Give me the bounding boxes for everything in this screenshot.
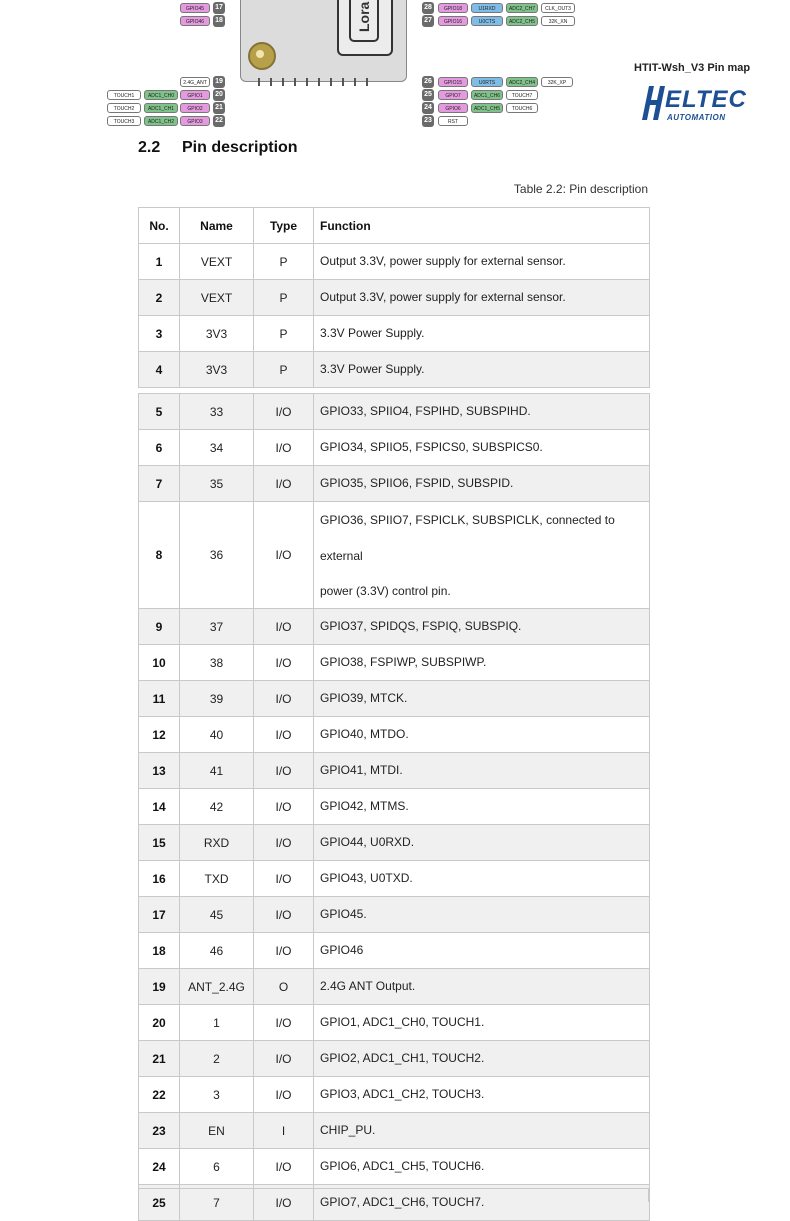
cell-function <box>314 1113 650 1149</box>
function-text: GPIO39, MTCK. <box>320 691 408 705</box>
cell-no: 15 <box>139 825 180 861</box>
cell-function <box>314 609 650 645</box>
pin-label-uart: U0CTS <box>471 16 503 26</box>
cell-type: I/O <box>254 645 314 681</box>
pin-number: 19 <box>213 76 225 88</box>
table-row <box>139 1077 650 1113</box>
function-text: GPIO2, ADC1_CH1, TOUCH2. <box>320 1051 485 1065</box>
function-text: GPIO43, U0TXD. <box>320 871 413 885</box>
cell-no: 1 <box>139 244 180 280</box>
function-text: GPIO41, MTDI. <box>320 763 403 777</box>
table-row <box>139 466 650 502</box>
cell-function <box>314 1077 650 1113</box>
table-row <box>139 645 650 681</box>
cell-name: 46 <box>180 933 254 969</box>
cell-type: I <box>254 1113 314 1149</box>
pin-label-gpio: GPIO45 <box>180 3 210 13</box>
table-row <box>139 1149 650 1185</box>
pin-label-adc: ADC1_CH1 <box>144 103 178 113</box>
cell-no: 23 <box>139 1113 180 1149</box>
function-text: GPIO45. <box>320 907 367 921</box>
pin-label-rst: RST <box>438 116 468 126</box>
pin-label-touch: TOUCH7 <box>506 90 538 100</box>
pin-label-gpio: GPIO6 <box>438 103 468 113</box>
table-row <box>139 1113 650 1149</box>
pin-label-extra: 32K_XP <box>541 77 573 87</box>
cell-function <box>314 753 650 789</box>
cell-type: P <box>254 244 314 280</box>
pin-number: 28 <box>422 2 434 14</box>
header-name: Name <box>180 208 254 244</box>
cell-name: 42 <box>180 789 254 825</box>
function-text: 3.3V Power Supply. <box>320 326 425 340</box>
table-header-row <box>139 208 650 244</box>
function-text: Output 3.3V, power supply for external sensor. <box>320 254 566 268</box>
pin-label-adc: ADC2_CH5 <box>506 16 538 26</box>
cell-function <box>314 1005 650 1041</box>
pin-number: 26 <box>422 76 434 88</box>
cell-type: P <box>254 352 314 388</box>
table-row <box>139 681 650 717</box>
cell-type: P <box>254 316 314 352</box>
table-row <box>139 280 650 316</box>
cell-name: 3V3 <box>180 316 254 352</box>
pin-label-gpio: GPIO16 <box>438 16 468 26</box>
cell-function <box>314 969 650 1005</box>
cell-no: 14 <box>139 789 180 825</box>
cell-no: 4 <box>139 352 180 388</box>
cell-name: 33 <box>180 394 254 430</box>
cell-no: 2 <box>139 280 180 316</box>
table-row <box>139 789 650 825</box>
table-row <box>139 394 650 430</box>
cell-name: 2 <box>180 1041 254 1077</box>
pin-label-adc: ADC2_CH4 <box>506 77 538 87</box>
function-text: GPIO46 <box>320 943 364 957</box>
function-text: GPIO34, SPIIO5, FSPICS0, SUBSPICS0. <box>320 440 543 454</box>
cell-name: 41 <box>180 753 254 789</box>
cell-name: TXD <box>180 861 254 897</box>
table-row <box>139 897 650 933</box>
table-row <box>139 717 650 753</box>
cell-no: 10 <box>139 645 180 681</box>
function-text: GPIO37, SPIDQS, FSPIQ, SUBSPIQ. <box>320 619 522 633</box>
heltec-h-icon <box>641 84 667 122</box>
cell-type: I/O <box>254 394 314 430</box>
pin-label-ant: 2.4G_ANT <box>180 77 210 87</box>
table-row <box>139 430 650 466</box>
cell-no: 17 <box>139 897 180 933</box>
function-text: GPIO3, ADC1_CH2, TOUCH3. <box>320 1087 485 1101</box>
cell-no: 3 <box>139 316 180 352</box>
function-text: CHIP_PU. <box>320 1123 376 1137</box>
pin-label-gpio: GPIO3 <box>180 116 210 126</box>
cell-type: I/O <box>254 681 314 717</box>
cell-type: I/O <box>254 502 314 609</box>
cell-name: 38 <box>180 645 254 681</box>
section-title: Pin description <box>182 139 298 156</box>
logo-wordmark: ELTEC <box>665 86 747 113</box>
cell-type: I/O <box>254 1005 314 1041</box>
cell-type: I/O <box>254 1041 314 1077</box>
cell-function <box>314 466 650 502</box>
cell-name: 7 <box>180 1185 254 1221</box>
pin-label-gpio: GPIO15 <box>438 77 468 87</box>
function-text: GPIO42, MTMS. <box>320 799 409 813</box>
cell-name: 3 <box>180 1077 254 1113</box>
function-text: GPIO6, ADC1_CH5, TOUCH6. <box>320 1159 485 1173</box>
cell-type: I/O <box>254 430 314 466</box>
cell-function <box>314 1149 650 1185</box>
cell-type: P <box>254 280 314 316</box>
cell-name: 40 <box>180 717 254 753</box>
cell-no: 16 <box>139 861 180 897</box>
function-text-continued: power (3.3V) control pin. <box>320 584 451 598</box>
cell-function <box>314 897 650 933</box>
cell-function <box>314 430 650 466</box>
logo-subtitle: AUTOMATION <box>667 113 726 122</box>
pin-label-touch: TOUCH3 <box>107 116 141 126</box>
pin-label-touch: TOUCH6 <box>506 103 538 113</box>
cell-no: 13 <box>139 753 180 789</box>
pin-label-gpio: GPIO46 <box>180 16 210 26</box>
cell-function <box>314 352 650 388</box>
table-row <box>139 244 650 280</box>
header-no: No. <box>139 208 180 244</box>
table-row <box>139 753 650 789</box>
function-text: 2.4G ANT Output. <box>320 979 416 993</box>
function-text: GPIO36, SPIIO7, FSPICLK, SUBSPICLK, connected to external <box>320 513 615 563</box>
table-row <box>139 933 650 969</box>
cell-type: I/O <box>254 861 314 897</box>
cell-name: 35 <box>180 466 254 502</box>
cell-type: I/O <box>254 753 314 789</box>
header-function: Function <box>314 208 650 244</box>
cell-function <box>314 394 650 430</box>
cell-function <box>314 316 650 352</box>
pin-label-gpio: GPIO2 <box>180 103 210 113</box>
cell-name: ANT_2.4G <box>180 969 254 1005</box>
pin-number: 23 <box>422 115 434 127</box>
pin-number: 21 <box>213 102 225 114</box>
pin-label-gpio: GPIO1 <box>180 90 210 100</box>
function-text: GPIO35, SPIIO6, FSPID, SUBSPID. <box>320 476 514 490</box>
cell-function <box>314 717 650 753</box>
pin-label-uart: U0RTS <box>471 77 503 87</box>
pin-number: 25 <box>422 89 434 101</box>
cell-no: 6 <box>139 430 180 466</box>
cell-no: 19 <box>139 969 180 1005</box>
pin-table-io <box>138 393 650 1221</box>
cell-no: 18 <box>139 933 180 969</box>
pin-number: 22 <box>213 115 225 127</box>
pin-number: 17 <box>213 2 225 14</box>
cell-function <box>314 1041 650 1077</box>
function-text: GPIO40, MTDO. <box>320 727 409 741</box>
cell-no: 22 <box>139 1077 180 1113</box>
cell-type: I/O <box>254 609 314 645</box>
cell-no: 7 <box>139 466 180 502</box>
cell-no: 8 <box>139 502 180 609</box>
section-number: 2.2 <box>138 139 161 156</box>
pin-number: 18 <box>213 15 225 27</box>
pin-label-adc: ADC1_CH5 <box>471 103 503 113</box>
cell-name: 39 <box>180 681 254 717</box>
function-text: GPIO38, FSPIWP, SUBSPIWP. <box>320 655 487 669</box>
pin-label-touch: TOUCH1 <box>107 90 141 100</box>
cell-name: 37 <box>180 609 254 645</box>
section-heading <box>138 139 298 157</box>
pin-label-gpio: GPIO18 <box>438 3 468 13</box>
cell-type: O <box>254 969 314 1005</box>
cell-type: I/O <box>254 825 314 861</box>
cell-type: I/O <box>254 717 314 753</box>
pin-label-adc: ADC1_CH6 <box>471 90 503 100</box>
cell-no: 9 <box>139 609 180 645</box>
cell-name: VEXT <box>180 244 254 280</box>
pin-label-adc: ADC2_CH7 <box>506 3 538 13</box>
pin-number: 20 <box>213 89 225 101</box>
cell-type: I/O <box>254 933 314 969</box>
cell-name: 3V3 <box>180 352 254 388</box>
cell-name: EN <box>180 1113 254 1149</box>
cell-function <box>314 789 650 825</box>
lora-module <box>337 0 393 56</box>
cell-name: 1 <box>180 1005 254 1041</box>
cell-function <box>314 645 650 681</box>
header-type: Type <box>254 208 314 244</box>
cell-name: 34 <box>180 430 254 466</box>
antenna-connector-icon <box>248 42 276 70</box>
cell-name: 6 <box>180 1149 254 1185</box>
pin-label-extra: CLK_OUT3 <box>541 3 575 13</box>
pin-label-extra: 32K_XN <box>541 16 575 26</box>
cell-no: 25 <box>139 1185 180 1221</box>
cell-name: 45 <box>180 897 254 933</box>
function-text: Output 3.3V, power supply for external sensor. <box>320 290 566 304</box>
cell-function <box>314 825 650 861</box>
pin-number: 24 <box>422 102 434 114</box>
cell-type: I/O <box>254 1185 314 1221</box>
pin-label-gpio: GPIO7 <box>438 90 468 100</box>
cell-function <box>314 280 650 316</box>
table-caption: Table 2.2: Pin description <box>513 182 648 196</box>
module-label: Lora <box>349 0 379 42</box>
cell-name: RXD <box>180 825 254 861</box>
cell-type: I/O <box>254 1077 314 1113</box>
cell-type: I/O <box>254 1149 314 1185</box>
cell-function <box>314 861 650 897</box>
function-text: GPIO7, ADC1_CH6, TOUCH7. <box>320 1195 485 1209</box>
cell-function <box>314 244 650 280</box>
pin-map-caption: HTIT-Wsh_V3 Pin map <box>634 62 751 74</box>
cell-no: 24 <box>139 1149 180 1185</box>
table-row <box>139 969 650 1005</box>
table-row <box>139 1005 650 1041</box>
cell-function <box>314 502 650 609</box>
cell-function <box>314 681 650 717</box>
function-text: 3.3V Power Supply. <box>320 362 425 376</box>
table-row <box>139 1041 650 1077</box>
table-row <box>139 502 650 609</box>
cell-name: VEXT <box>180 280 254 316</box>
table-row <box>139 609 650 645</box>
cell-no: 5 <box>139 394 180 430</box>
table-row <box>139 316 650 352</box>
table-row <box>139 825 650 861</box>
pin-label-adc: ADC1_CH2 <box>144 116 178 126</box>
cell-no: 11 <box>139 681 180 717</box>
function-text: GPIO44, U0RXD. <box>320 835 415 849</box>
table-row <box>139 861 650 897</box>
cell-type: I/O <box>254 789 314 825</box>
cell-type: I/O <box>254 466 314 502</box>
heltec-logo <box>641 84 751 124</box>
pin-number: 27 <box>422 15 434 27</box>
function-text: GPIO1, ADC1_CH0, TOUCH1. <box>320 1015 485 1029</box>
pin-map-figure <box>0 0 790 135</box>
pin-label-uart: U1RXD <box>471 3 503 13</box>
function-text: GPIO33, SPIIO4, FSPIHD, SUBSPIHD. <box>320 404 531 418</box>
pin-label-adc: ADC1_CH0 <box>144 90 178 100</box>
cell-name: 36 <box>180 502 254 609</box>
pin-label-touch: TOUCH2 <box>107 103 141 113</box>
cell-no: 20 <box>139 1005 180 1041</box>
pin-table-power <box>138 207 650 388</box>
table-row <box>139 352 650 388</box>
cell-no: 21 <box>139 1041 180 1077</box>
cell-function <box>314 933 650 969</box>
cell-no: 12 <box>139 717 180 753</box>
cell-type: I/O <box>254 897 314 933</box>
